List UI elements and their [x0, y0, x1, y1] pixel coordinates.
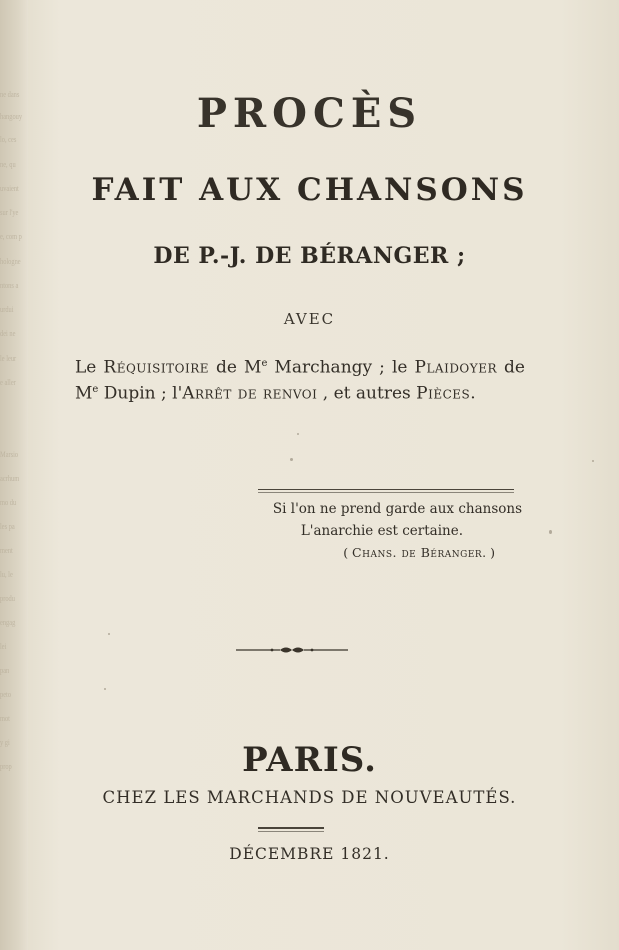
book-subtitle: FAIT AUX CHANSONS — [91, 172, 528, 208]
bleed-through-text: y gi — [0, 738, 10, 747]
requisitoire-label: Réquisitoire — [103, 357, 209, 378]
bleed-through-text: hologne — [0, 257, 21, 266]
contents-text: . — [470, 383, 476, 404]
pieces-label: Pièces — [416, 383, 471, 404]
source-name: Béranger — [420, 545, 483, 560]
bleed-through-text: Marsio — [0, 450, 19, 459]
bleed-through-text: lei — [0, 642, 7, 651]
bleed-through-text: urdui — [0, 305, 14, 314]
paren: . ) — [482, 545, 495, 560]
bleed-through-text: ne, qu — [0, 160, 16, 169]
paper-speck — [108, 633, 110, 635]
book-title: PROCÈS — [196, 90, 423, 137]
paper-speck — [104, 688, 106, 690]
source-chans: Chans. — [352, 545, 397, 560]
bleed-through-text: les pa — [0, 522, 15, 531]
imprint-city: PARIS. — [242, 740, 377, 780]
superscript: e — [261, 358, 268, 369]
bleed-through-text: ment — [0, 546, 13, 555]
bleed-through-text: mot — [0, 714, 10, 723]
epigraph-rule — [258, 489, 514, 490]
paper-speck — [592, 460, 594, 462]
arret-label: Arrêt de renvoi — [182, 383, 318, 404]
epigraph-source — [240, 542, 530, 564]
superscript: e — [92, 383, 99, 395]
bleed-through-text: uvaient — [0, 184, 19, 193]
bleed-through-text: le leur — [0, 354, 17, 363]
bleed-through-text: acrhum — [0, 474, 20, 483]
paren: ( — [343, 545, 353, 560]
bleed-through-text: mo du — [0, 498, 17, 507]
bleed-through-text: dei ne — [0, 329, 16, 338]
imprint-publisher: CHEZ LES MARCHANDS DE NOUVEAUTÉS. — [102, 788, 517, 807]
bleed-through-text: produ — [0, 594, 15, 603]
contents-text: Marchangy ; le — [267, 357, 415, 378]
source-de: de — [396, 545, 421, 560]
imprint-date: DÉCEMBRE 1821. — [229, 845, 390, 863]
bleed-through-text: e, com p — [0, 232, 22, 241]
bleed-through-text: ntons a — [0, 281, 19, 290]
bleed-through-text: lu, le — [0, 570, 13, 579]
contents-text: Le — [75, 357, 104, 378]
epigraph — [240, 498, 530, 564]
paper-speck — [290, 458, 293, 461]
bleed-through-text: e aller — [0, 378, 16, 387]
contents-text: Dupin ; l' — [98, 383, 183, 404]
plaidoyer-label: Plaidoyer — [414, 357, 497, 378]
facing-page-edge — [0, 0, 28, 950]
epigraph-rule — [258, 492, 514, 493]
contents-text: , et autres — [317, 383, 417, 404]
imprint-rule — [258, 831, 324, 832]
bleed-through-text: prop — [0, 762, 12, 771]
bleed-through-text: lo, ces — [0, 135, 17, 144]
contents-description — [75, 353, 525, 404]
epigraph-line-2: L'anarchie est certaine. — [300, 523, 463, 539]
bleed-through-text: sur l'ye — [0, 208, 19, 217]
imprint-rule — [258, 827, 324, 829]
bleed-through-text: engag — [0, 618, 16, 627]
avec-label: AVEC — [283, 310, 336, 328]
author-line: DE P.-J. DE BÉRANGER ; — [153, 243, 466, 269]
ornament-divider-icon — [232, 643, 352, 657]
bleed-through-text: peto — [0, 690, 12, 699]
paper-speck — [297, 433, 299, 435]
epigraph-line-1: Si l'on ne prend garde aux chansons — [272, 501, 522, 517]
bleed-through-text: pan — [0, 666, 10, 675]
bleed-through-text: hangouy — [0, 112, 23, 121]
bleed-through-text: ne dans — [0, 90, 20, 99]
paper-speck — [549, 530, 552, 534]
contents-text: de M — [75, 357, 525, 404]
contents-text: de M — [209, 357, 262, 378]
